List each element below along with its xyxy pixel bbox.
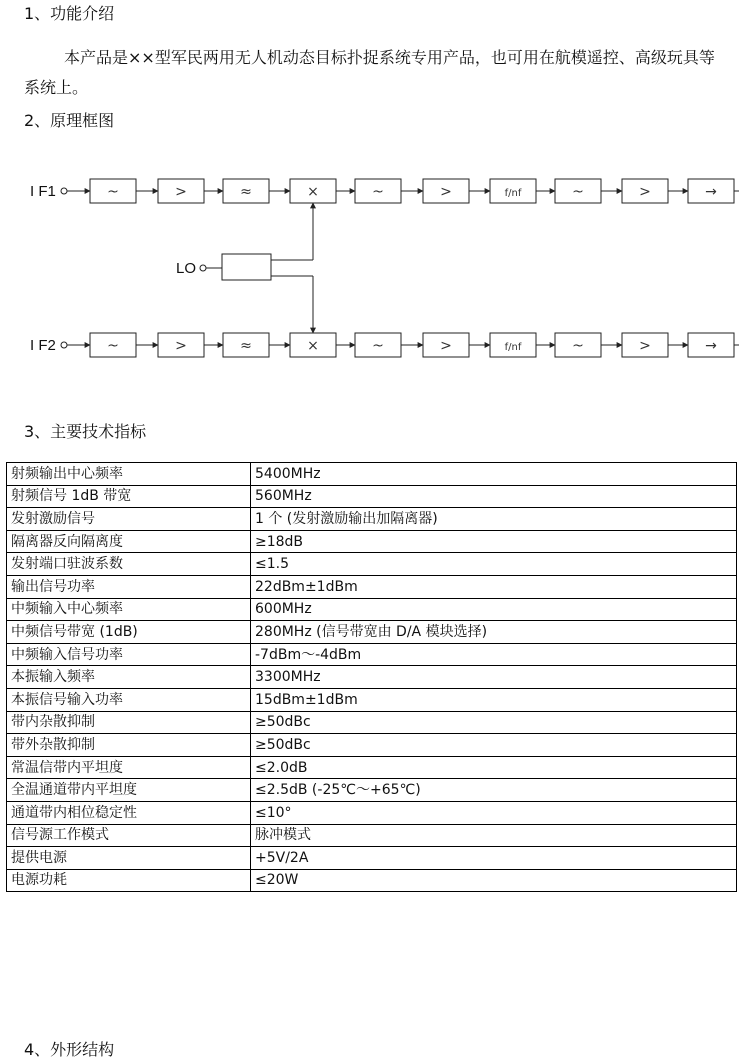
param-cell: 全温通道带内平坦度 bbox=[7, 779, 251, 802]
table-row bbox=[7, 824, 737, 847]
bandpass-filter-symbol: ~ bbox=[372, 184, 384, 200]
value-cell: ≤10° bbox=[251, 801, 737, 824]
value-cell: 560MHz bbox=[251, 485, 737, 508]
param-cell: 本振信号输入功率 bbox=[7, 688, 251, 711]
value-cell: ≥50dBc bbox=[251, 734, 737, 757]
isolator-symbol: → bbox=[705, 184, 717, 200]
value-cell: +5V/2A bbox=[251, 847, 737, 870]
param-cell: 电源功耗 bbox=[7, 869, 251, 892]
isolator-symbol: → bbox=[705, 338, 717, 354]
table-row bbox=[7, 575, 737, 598]
table-row bbox=[7, 847, 737, 870]
param-cell: 中频输入中心频率 bbox=[7, 598, 251, 621]
section-heading-specs: 3、主要技术指标 bbox=[24, 422, 147, 441]
value-cell: ≤20W bbox=[251, 869, 737, 892]
table-row bbox=[7, 711, 737, 734]
param-cell: 本振输入频率 bbox=[7, 666, 251, 689]
param-cell: 带内杂散抑制 bbox=[7, 711, 251, 734]
param-cell: 通道带内相位稳定性 bbox=[7, 801, 251, 824]
bandpass-filter-symbol: ~ bbox=[572, 184, 584, 200]
table-row bbox=[7, 869, 737, 892]
mixer-symbol: × bbox=[307, 338, 319, 354]
amplifier-symbol: > bbox=[639, 338, 651, 354]
table-row bbox=[7, 801, 737, 824]
value-cell: 600MHz bbox=[251, 598, 737, 621]
lowpass-filter-symbol: ≈ bbox=[240, 338, 252, 354]
value-cell: 5400MHz bbox=[251, 463, 737, 486]
value-cell: 脉冲模式 bbox=[251, 824, 737, 847]
bandpass-filter-symbol: ~ bbox=[107, 184, 119, 200]
if1-chain bbox=[30, 179, 739, 203]
param-cell: 带外杂散抑制 bbox=[7, 734, 251, 757]
spec-table-body bbox=[7, 463, 737, 892]
amplifier-symbol: > bbox=[639, 184, 651, 200]
table-row bbox=[7, 485, 737, 508]
if2-port-label: I F2 bbox=[30, 337, 56, 354]
mixer-symbol: × bbox=[307, 184, 319, 200]
table-row bbox=[7, 734, 737, 757]
param-cell: 射频信号 1dB 带宽 bbox=[7, 485, 251, 508]
amplifier-symbol: > bbox=[440, 338, 452, 354]
amplifier-symbol: > bbox=[175, 184, 187, 200]
lo-port-icon bbox=[200, 265, 206, 271]
amplifier-symbol: > bbox=[175, 338, 187, 354]
lo-splitter-block bbox=[222, 254, 271, 280]
section-heading-function: 1、功能介绍 bbox=[24, 4, 115, 23]
param-cell: 常温信带内平坦度 bbox=[7, 756, 251, 779]
table-row bbox=[7, 508, 737, 531]
param-cell: 射频输出中心频率 bbox=[7, 463, 251, 486]
value-cell: 1 个 (发射激励输出加隔离器) bbox=[251, 508, 737, 531]
param-cell: 中频输入信号功率 bbox=[7, 643, 251, 666]
spec-table bbox=[6, 462, 737, 892]
section-heading-diagram: 2、原理框图 bbox=[24, 111, 115, 130]
value-cell: 15dBm±1dBm bbox=[251, 688, 737, 711]
table-row bbox=[7, 688, 737, 711]
bandpass-filter-symbol: ~ bbox=[372, 338, 384, 354]
param-cell: 输出信号功率 bbox=[7, 575, 251, 598]
lo-port-label: LO bbox=[176, 260, 197, 277]
amplifier-symbol: > bbox=[440, 184, 452, 200]
value-cell: ≤1.5 bbox=[251, 553, 737, 576]
table-row bbox=[7, 756, 737, 779]
value-cell: -7dBm～-4dBm bbox=[251, 643, 737, 666]
table-row bbox=[7, 666, 737, 689]
param-cell: 发射端口驻波系数 bbox=[7, 553, 251, 576]
lo-branch bbox=[176, 203, 313, 333]
param-cell: 提供电源 bbox=[7, 847, 251, 870]
table-row bbox=[7, 598, 737, 621]
if1-port-icon bbox=[61, 188, 67, 194]
function-description bbox=[24, 43, 724, 103]
value-cell: 3300MHz bbox=[251, 666, 737, 689]
table-row bbox=[7, 779, 737, 802]
param-cell: 中频信号带宽 (1dB) bbox=[7, 621, 251, 644]
block-diagram bbox=[0, 165, 739, 365]
function-description-text: 本产品是××型军民两用无人机动态目标扑捉系统专用产品，也可用在航模遥控、高级玩具等系统上。 bbox=[24, 48, 715, 97]
param-cell: 隔离器反向隔离度 bbox=[7, 530, 251, 553]
if1-port-label: I F1 bbox=[30, 183, 56, 200]
frequency-multiplier-symbol: f/nf bbox=[504, 188, 522, 199]
if2-port-icon bbox=[61, 342, 67, 348]
value-cell: ≤2.0dB bbox=[251, 756, 737, 779]
value-cell: ≤2.5dB (-25℃～+65℃) bbox=[251, 779, 737, 802]
table-row bbox=[7, 643, 737, 666]
table-row bbox=[7, 463, 737, 486]
frequency-multiplier-symbol: f/nf bbox=[504, 342, 522, 353]
bandpass-filter-symbol: ~ bbox=[572, 338, 584, 354]
table-row bbox=[7, 530, 737, 553]
bandpass-filter-symbol: ~ bbox=[107, 338, 119, 354]
if2-chain bbox=[30, 333, 739, 357]
section-heading-structure: 4、外形结构 bbox=[24, 1040, 115, 1059]
value-cell: 280MHz (信号带宽由 D/A 模块选择) bbox=[251, 621, 737, 644]
value-cell: ≥18dB bbox=[251, 530, 737, 553]
table-row bbox=[7, 621, 737, 644]
table-row bbox=[7, 553, 737, 576]
lowpass-filter-symbol: ≈ bbox=[240, 184, 252, 200]
value-cell: 22dBm±1dBm bbox=[251, 575, 737, 598]
value-cell: ≥50dBc bbox=[251, 711, 737, 734]
param-cell: 发射激励信号 bbox=[7, 508, 251, 531]
param-cell: 信号源工作模式 bbox=[7, 824, 251, 847]
